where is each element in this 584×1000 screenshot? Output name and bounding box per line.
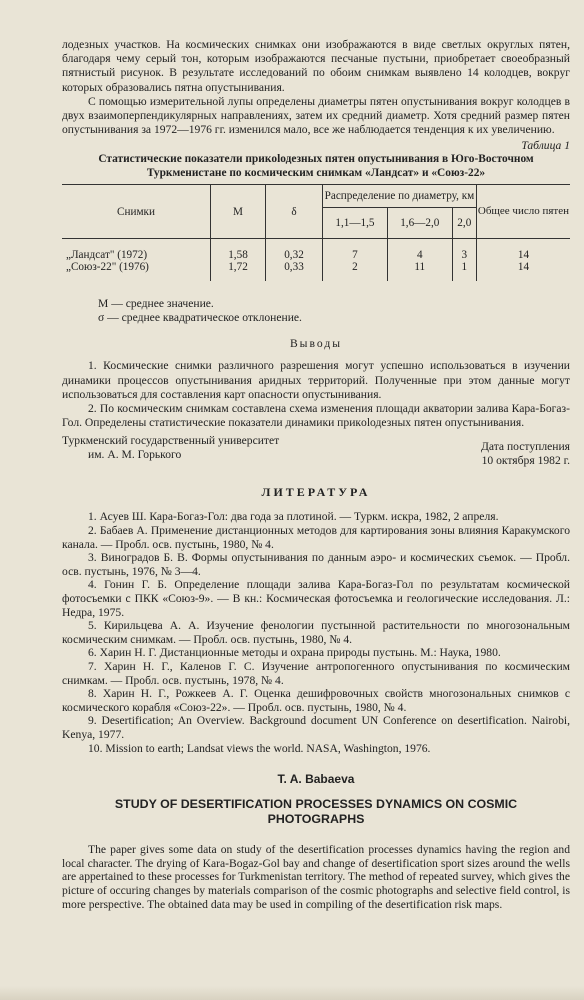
intro-paragraph: лодезных участков. На космических снимках они изображаются в виде светлых округлых пятен, благодаря чему серый тон, которым изображаются песчаные пустыни, приобретает своеобразный пятнистый рисунок. В результате исследований по обоим снимкам выявлено 14 колодцев, вокруг которых образовались пятна опустынивания.	[62, 38, 570, 94]
table-title: Статистические показатели прикolодезных пятен опустынивания в Юго-Восточном Туркменистане по космическим снимкам «Ландсат» и «Союз-22»	[98, 153, 534, 179]
conclusion-item: 2. По космическим снимкам составлена схема изменения площади акватории залива Кара-Богаз-Гол. Определены статистические показатели динамики прикolодезных пятен опустынивания.	[62, 402, 570, 430]
table-row	[62, 261, 570, 281]
table-header-distribution: Распределение по диаметру, км	[323, 185, 477, 208]
table-cell-range-1: 7	[323, 239, 388, 262]
table-cell-mean: 1,72	[211, 261, 266, 281]
reference-item: 2. Бабаев А. Применение дистанционных методов для картирования зоны влияния Каракумского канала. — Пробл. осв. пустынь, 1980, № 4.	[62, 524, 570, 551]
affiliation-block	[62, 434, 570, 467]
table-cell-image: „Ландсат" (1972)	[66, 249, 148, 262]
literature-heading: ЛИТЕРАТУРА	[261, 485, 371, 500]
english-abstract: The paper gives some data on study of the desertification processes dynamics having the region and local character. The drying of Kara-Bogaz-Gol bay and change of desertification sport sizes around the wells are appertained to these processes for Turkmenistan territory. The method of repeated survey, which gives the picture of occuring changes by materials comparison of the cosmic photographs and selective field control, is more perspective. The obtained data may be used in compiling of the desertification risk maps.	[62, 843, 570, 911]
table-header-range-3: 2,0	[452, 208, 476, 239]
table-legend	[98, 297, 570, 324]
reference-item: 1. Асуев Ш. Кара-Богаз-Гол: два года за плотиной. — Туркм. искра, 1982, 2 апреля.	[88, 510, 499, 524]
table-cell-range-2: 11	[387, 261, 452, 281]
table-header-total: Общее число пятен	[476, 185, 570, 239]
reference-list	[62, 510, 570, 755]
reference-item: 6. Харин Н. Г. Дистанционные методы и охрана природы пустынь. М.: Наука, 1980.	[88, 646, 501, 660]
page-edge-shadow	[0, 986, 584, 1000]
table-cell-mean: 1,58	[211, 239, 266, 262]
table-cell-total: 14	[476, 239, 570, 262]
table-cell-range-3: 3	[452, 239, 476, 262]
affiliation-name: им. А. М. Горького	[88, 447, 182, 461]
reference-item: 10. Mission to earth; Landsat views the world. NASA, Washington, 1976.	[88, 741, 431, 755]
affiliation-university: Туркменский государственный университет	[62, 434, 280, 448]
table-cell-range-3: 1	[452, 261, 476, 281]
table-header-images: Снимки	[62, 185, 211, 239]
table-cell-range-1: 2	[323, 261, 388, 281]
intro-paragraph: С помощью измерительной лупы определены диаметры пятен опустынивания вокруг колодцев в двух взаимоперпендикулярных направлениях, затем их средний диаметр. Хотя средний размер пятен опустынивания за 1972—1976 гг. изменился мало, все же наблюдается тенденция к их увеличению.	[62, 94, 570, 137]
statistics-table	[62, 184, 570, 281]
table-cell-range-2: 4	[387, 239, 452, 262]
table-cell-sigma: 0,33	[266, 261, 323, 281]
conclusion-item: 1. Космические снимки различного разрешения могут успешно использоваться в изучении динамики процессов опустынивания аридных территорий. Полученные при этом данные могут использоваться для составления карт опасности опустынивания.	[62, 359, 570, 401]
english-title: STUDY OF DESERTIFICATION PROCESSES DYNAMICS ON COSMIC PHOTOGRAPHS	[114, 797, 518, 827]
received-label: Дата поступления	[480, 440, 570, 454]
table-header-range-2: 1,6—2,0	[387, 208, 452, 239]
reference-item: 7. Харин Н. Г., Каленов Г. С. Изучение антропогенного опустынивания по космическим снимкам. — Пробл. осв. пустынь, 1978, № 4.	[62, 659, 570, 687]
reference-item: 9. Desertification; An Overview. Background document UN Conference on desertification. Nairobi, Kenya, 1977.	[62, 714, 570, 741]
reference-item: 8. Харин Н. Г., Рожкеев А. Г. Оценка дешифровочных свойств многозональных снимков с космического корабля «Союз-22». — Пробл. осв. пустынь, 1980, № 4.	[62, 687, 570, 714]
table-header-range-1: 1,1—1,5	[323, 208, 388, 239]
table-row	[62, 239, 570, 262]
table-number: Таблица 1	[521, 139, 570, 153]
table-header-sigma: δ	[266, 185, 323, 239]
table-cell-sigma: 0,32	[266, 239, 323, 262]
legend-sigma: σ — среднее квадратическое отклонение.	[98, 310, 302, 324]
reference-item: 4. Гонин Г. Б. Определение площади залива Кара-Богаз-Гол по результатам космической фотосъемки с ПКК «Союз-9». — В кн.: Космическая фотосъемка и геологические исследования. Л.: Недра, 1975.	[62, 578, 570, 619]
table-header-mean: M	[211, 185, 266, 239]
english-author: T. A. Babaeva	[277, 772, 355, 787]
legend-mean: M — среднее значение.	[98, 297, 214, 311]
table-cell-image: „Союз-22" (1976)	[66, 261, 149, 274]
table-cell-total: 14	[476, 261, 570, 281]
received-date: 10 октября 1982 г.	[481, 453, 570, 467]
conclusions-heading: Выводы	[289, 337, 343, 351]
reference-item: 3. Виноградов Б. В. Формы опустынивания по данным аэро- и космических съемок. — Пробл. осв. пустынь, 1976, № 3—4.	[62, 551, 570, 578]
reference-item: 5. Кирильцева А. А. Изучение фенологии пустынной растительности по многозональным космическим снимкам. — Пробл. осв. пустынь, 1980, № 4.	[62, 619, 570, 646]
